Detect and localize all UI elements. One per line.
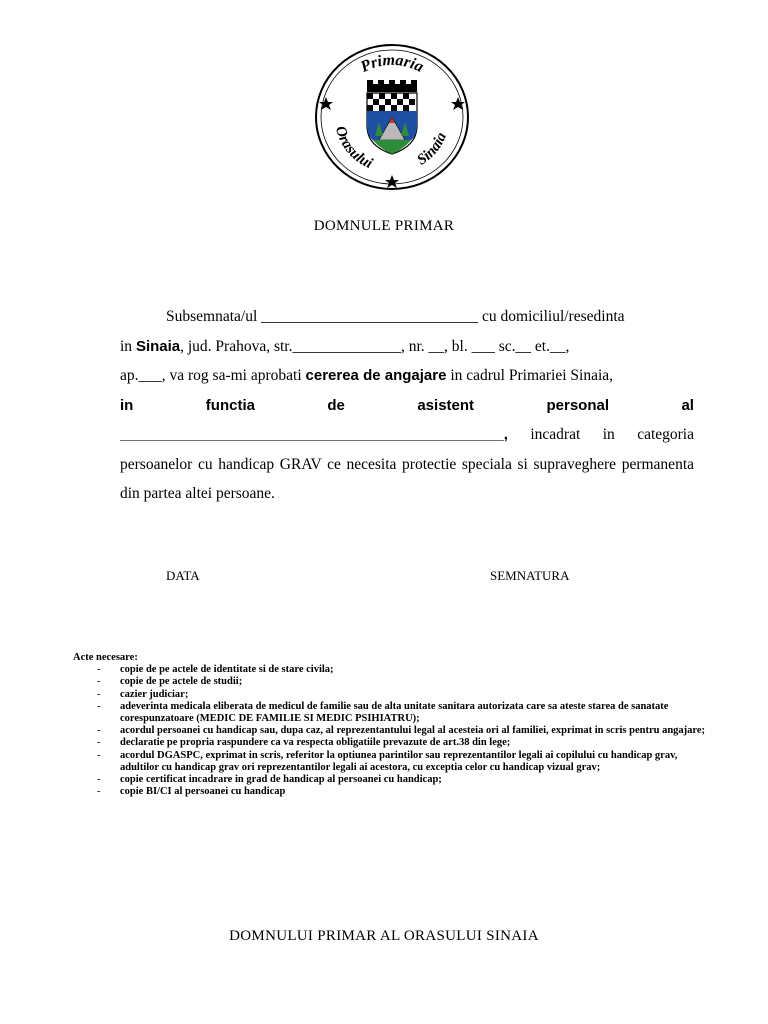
seal-bottom-right-text: Sinaia <box>414 130 451 169</box>
line-2 <box>120 332 694 362</box>
list-item-text: acordul persoanei cu handicap sau, dupa caz, al reprezentantului legal al acesteia ori al familiei, exprimat in scris pentru angajare; <box>120 725 706 737</box>
list-item <box>73 750 713 774</box>
dash-bullet: - <box>97 737 101 749</box>
page-title: DOMNULE PRIMAR <box>313 218 455 234</box>
list-item-text: declaratie pe propria raspundere ca va respecta obligatiile prevazute de art.38 din lege; <box>120 737 511 749</box>
line-1 <box>120 302 694 332</box>
dash-bullet: - <box>97 749 101 761</box>
list-item <box>73 725 713 737</box>
city-name: Sinaia <box>135 337 181 355</box>
name-blank: ____________________________ <box>261 308 479 325</box>
svg-text:Primaria <box>357 52 426 76</box>
line-3 <box>120 361 694 391</box>
list-item <box>73 774 713 786</box>
functia-line <box>120 391 694 421</box>
dash-bullet: - <box>97 786 101 798</box>
line-5 <box>120 420 694 509</box>
cadrul-text: in cadrul Primariei Sinaia, <box>450 367 614 384</box>
functia-word: de <box>327 396 345 414</box>
list-item <box>73 689 713 701</box>
functia-word: asistent <box>417 396 475 414</box>
seal-top-text: Primaria <box>358 51 427 76</box>
dash-bullet: - <box>97 664 101 676</box>
seal-bottom-left-text: Orasului <box>331 124 375 173</box>
list-item <box>73 701 713 725</box>
date-label: DATA <box>166 568 200 583</box>
functia-word: al <box>681 396 694 414</box>
dash-bullet: - <box>97 774 101 786</box>
primaria-sinaia-seal <box>313 42 471 192</box>
seal-emblem-icon <box>313 42 471 192</box>
functia-word: in <box>120 396 134 414</box>
required-documents-list <box>73 664 713 798</box>
subsemnatul-label: Subsemnata/ul <box>166 308 258 325</box>
footer-addressee: DOMNULUI PRIMAR AL ORASULUI SINAIA <box>229 928 539 944</box>
functia-word: functia <box>205 396 255 414</box>
required-documents <box>73 652 713 798</box>
dash-bullet: - <box>97 725 101 737</box>
list-item-text: cazier judiciar; <box>120 688 189 700</box>
address-fields: , jud. Prahova, str.______________, nr. __, bl. ___ sc.__ et.__, <box>180 337 570 355</box>
domiciliul-label: cu domiciliul/resedinta <box>482 308 625 325</box>
list-item-text: adeverinta medicala eliberata de medicul de familie sau de alta unitate sanitara autorizata care sa ateste starea de sanatate corespunzatoare (MEDIC DE FAMILIE SI MEDIC PSIHIATRU); <box>120 700 669 725</box>
list-item <box>73 676 713 688</box>
functia-word: personal <box>546 396 610 414</box>
signature-label: SEMNATURA <box>490 568 570 583</box>
list-item <box>73 786 713 798</box>
in-label: in <box>120 337 133 355</box>
incadrat-text: incadrat in categoria persoanelor cu handicap GRAV ce necesita protectie speciala si supraveghere permanenta din partea altei persoane. <box>120 426 694 502</box>
list-item-text: copie de pe actele de identitate si de stare civila; <box>120 664 334 676</box>
ap-text: ap.___, va rog sa-mi aprobati <box>120 367 302 384</box>
list-item-text: copie de pe actele de studii; <box>120 676 243 688</box>
list-item-text: acordul DGASPC, exprimat in scris, referitor la optiunea parintilor sau reprezentantilor legali ai copilului cu handicap grav, adultilor cu handicap grav ori reprezentantilor legali ai acestora, cu exceptia celor cu handicap vizual grav; <box>120 749 678 773</box>
dash-bullet: - <box>97 688 101 700</box>
beneficiary-blank: ______________________________________________, <box>120 426 508 443</box>
request-body <box>120 302 694 509</box>
list-item-text: copie BI/CI al persoanei cu handicap <box>120 786 286 798</box>
dash-bullet: - <box>97 676 101 688</box>
required-documents-title: Acte necesare: <box>73 652 138 663</box>
list-item <box>73 737 713 749</box>
svg-text:Sinaia <box>414 130 450 169</box>
cererea-text: cererea de angajare <box>305 367 447 384</box>
dash-bullet: - <box>97 700 101 712</box>
list-item <box>73 664 713 676</box>
list-item-text: copie certificat incadrare in grad de handicap al persoanei cu handicap; <box>120 774 442 786</box>
